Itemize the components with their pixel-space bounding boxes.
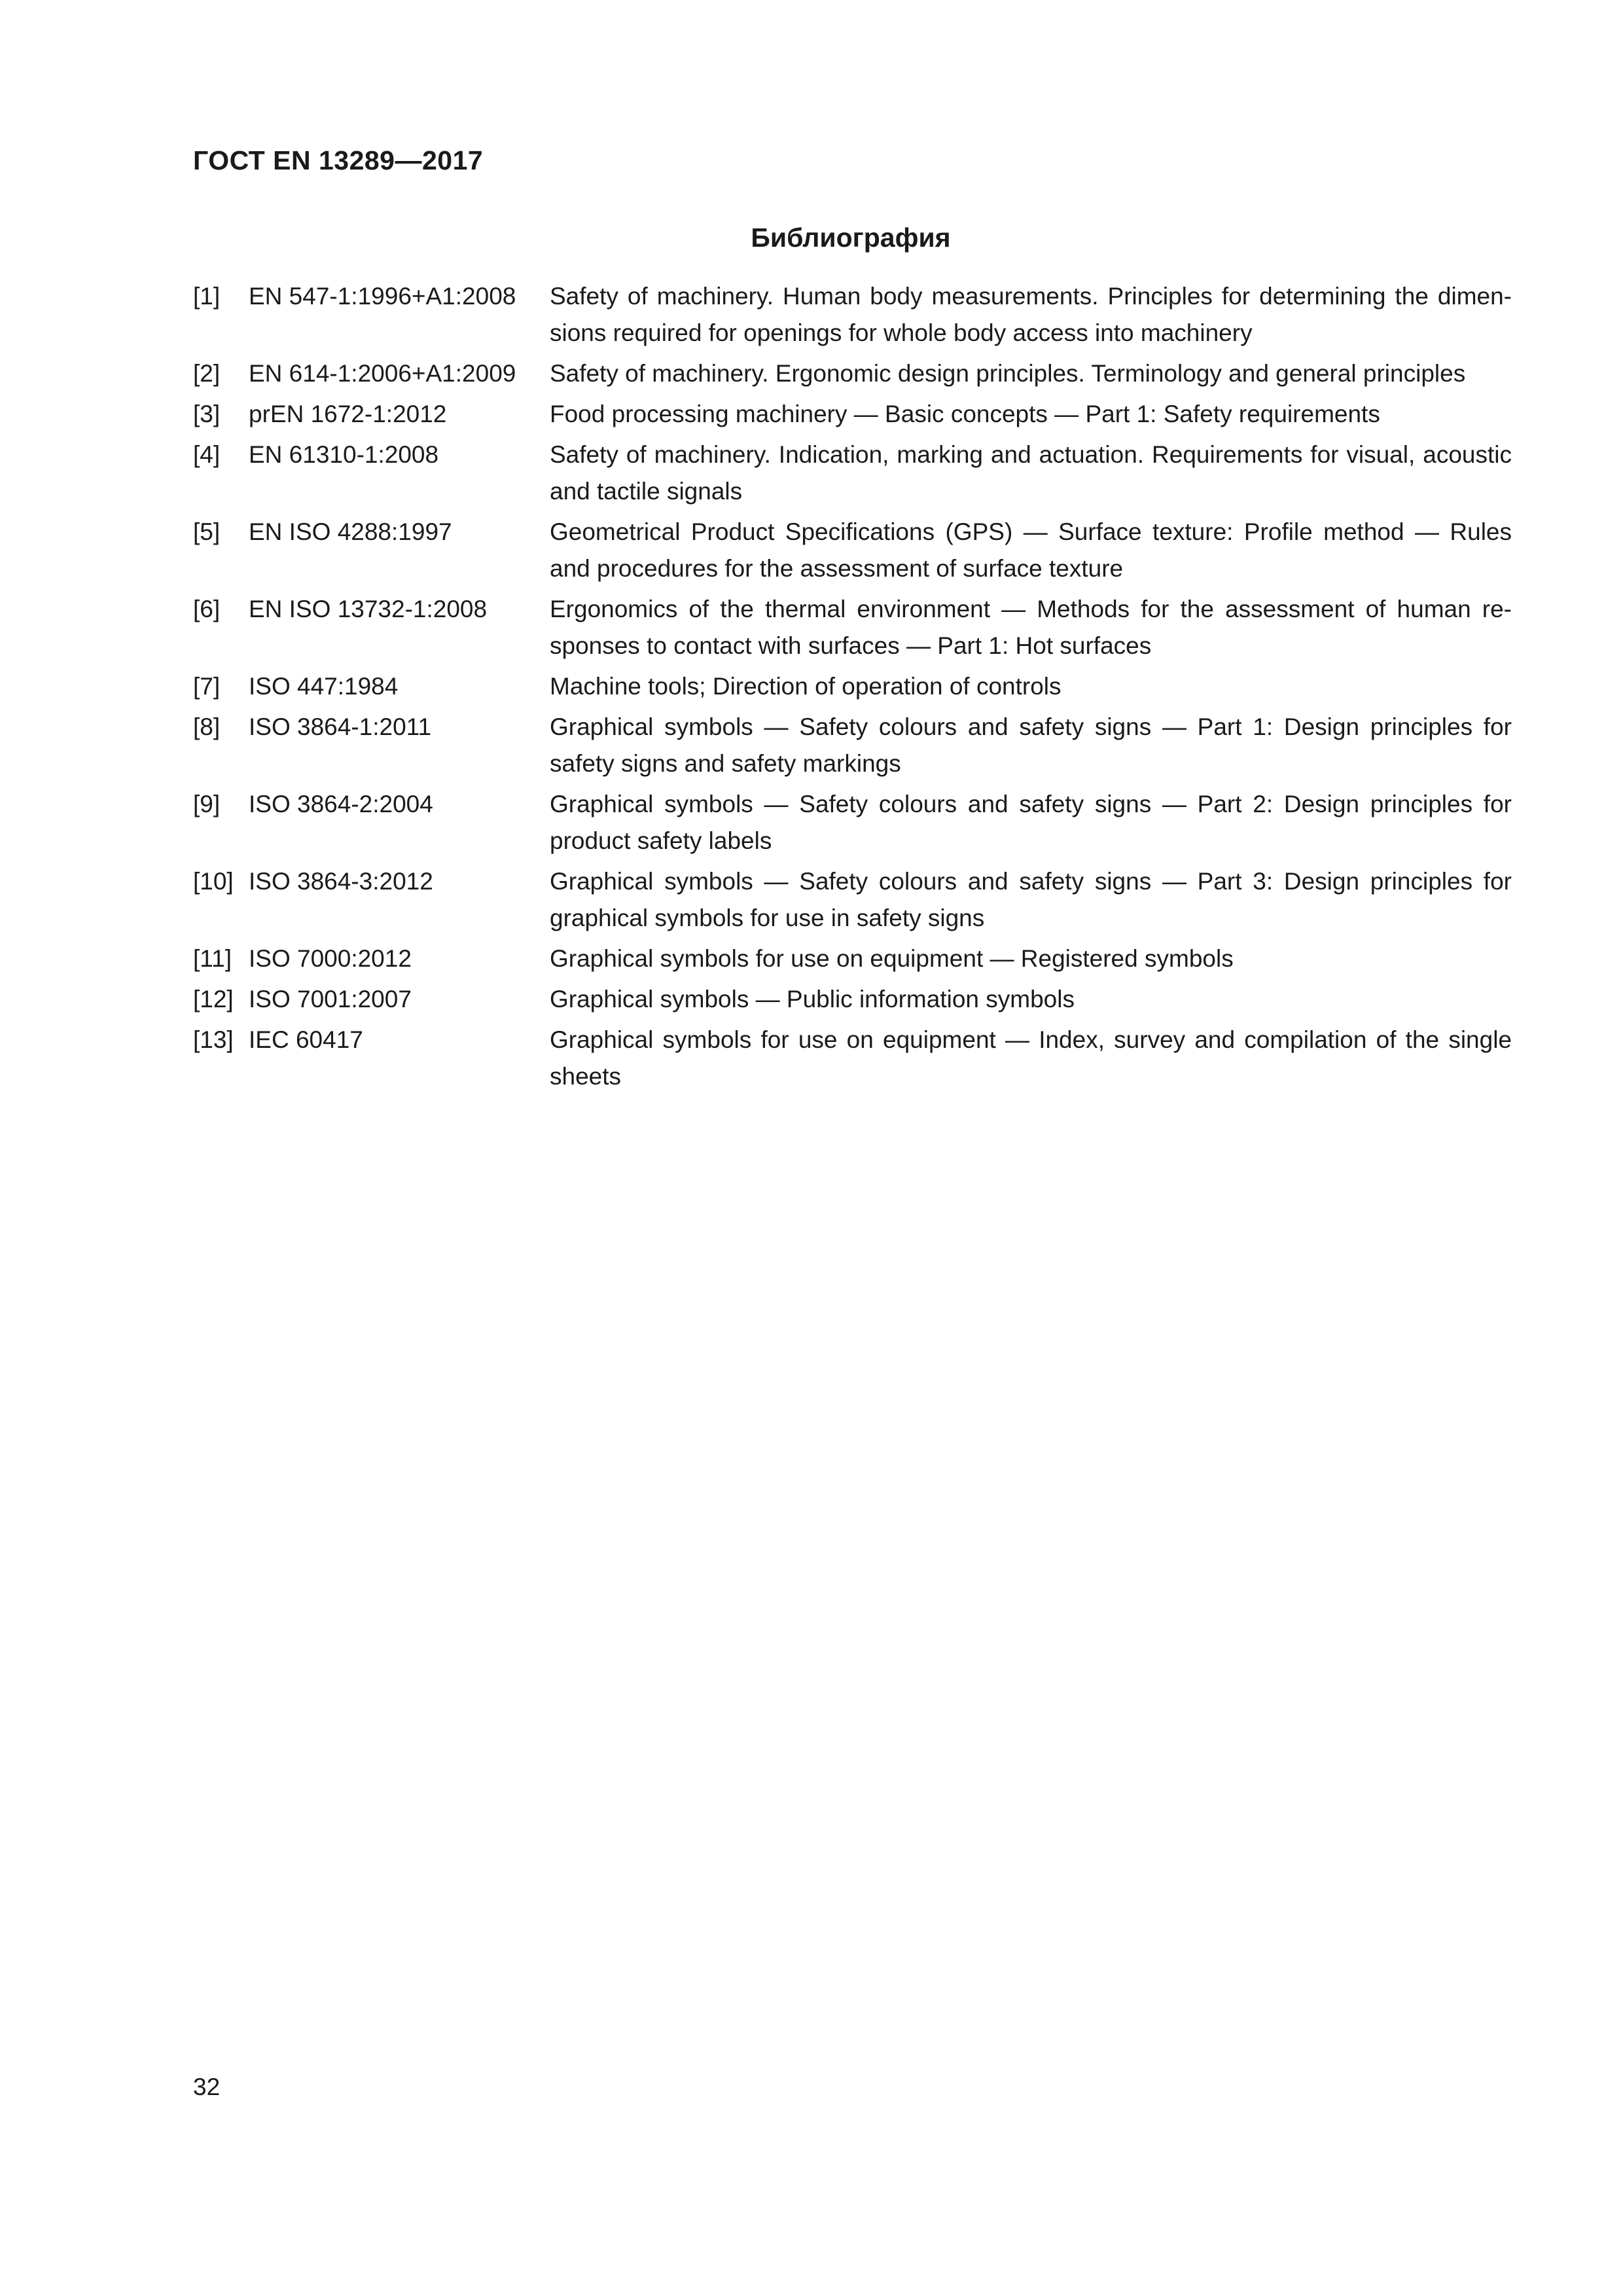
- entry-number: [13]: [193, 1026, 234, 1053]
- entry-number: [8]: [193, 713, 221, 740]
- document-header: ГОСТ EN 13289—2017: [193, 145, 484, 175]
- entry-number: [9]: [193, 791, 221, 817]
- entry-title: Safety of machinery. Human body measurements. Principles for determining the dimen-sions required for openings for whole body access into machinery: [550, 283, 1512, 346]
- entry-title: Graphical symbols — Safety colours and safety signs — Part 3: Design principles for graphical symbols for use in safety signs: [550, 868, 1512, 931]
- entry-standard-code: EN 61310-1:2008: [249, 441, 439, 468]
- entry-standard-code: ISO 447:1984: [249, 673, 399, 700]
- entry-title: Graphical symbols for use on equipment — Registered symbols: [550, 945, 1234, 972]
- bibliography-entry: [193, 981, 1512, 1018]
- entry-number: [3]: [193, 401, 221, 427]
- entry-number: [11]: [193, 945, 232, 972]
- bibliography-entry: [193, 941, 1512, 977]
- entry-number: [12]: [193, 986, 234, 1013]
- entry-number: [10]: [193, 868, 234, 895]
- entry-standard-code: ISO 3864-3:2012: [249, 868, 433, 895]
- entry-title: Machine tools; Direction of operation of controls: [550, 673, 1061, 700]
- bibliography-list: [193, 278, 1512, 1099]
- entry-title: Graphical symbols for use on equipment — Index, survey and compilation of the single sheets: [550, 1026, 1512, 1090]
- entry-standard-code: EN ISO 13732-1:2008: [249, 596, 488, 622]
- entry-number: [7]: [193, 673, 221, 700]
- entry-standard-code: ISO 7001:2007: [249, 986, 412, 1013]
- bibliography-entry: [193, 355, 1512, 392]
- entry-standard-code: ISO 7000:2012: [249, 945, 412, 972]
- entry-standard-code: EN 614-1:2006+A1:2009: [249, 360, 516, 387]
- entry-standard-code: ISO 3864-1:2011: [249, 713, 432, 740]
- entry-standard-code: ISO 3864-2:2004: [249, 791, 433, 817]
- entry-title: Safety of machinery. Ergonomic design principles. Terminology and general principles: [550, 360, 1466, 387]
- entry-number: [4]: [193, 441, 221, 468]
- entry-standard-code: EN ISO 4288:1997: [249, 518, 452, 545]
- entry-title: Safety of machinery. Indication, marking and actuation. Requirements for visual, acoustic and tactile signals: [550, 441, 1512, 505]
- entry-title: Food processing machinery — Basic concepts — Part 1: Safety requirements: [550, 401, 1380, 427]
- bibliography-entry: [193, 786, 1512, 859]
- bibliography-entry: [193, 278, 1512, 351]
- bibliography-entry: [193, 863, 1512, 937]
- bibliography-entry: [193, 668, 1512, 705]
- entry-standard-code: EN 547-1:1996+A1:2008: [249, 283, 516, 310]
- bibliography-entry: [193, 709, 1512, 782]
- bibliography-entry: [193, 437, 1512, 510]
- entry-number: [5]: [193, 518, 221, 545]
- entry-number: [2]: [193, 360, 221, 387]
- entry-number: [1]: [193, 283, 221, 310]
- entry-standard-code: IEC 60417: [249, 1026, 363, 1053]
- section-title: Библиография: [751, 223, 951, 253]
- entry-title: Ergonomics of the thermal environment — Methods for the assessment of human re-sponses to contact with surfaces — Part 1: Hot surfaces: [550, 596, 1512, 659]
- bibliography-entry: [193, 514, 1512, 587]
- entry-title: Geometrical Product Specifications (GPS) — Surface texture: Profile method — Rules and procedures for the assessment of surface texture: [550, 518, 1512, 582]
- entry-number: [6]: [193, 596, 221, 622]
- bibliography-entry: [193, 591, 1512, 664]
- entry-standard-code: prEN 1672-1:2012: [249, 401, 447, 427]
- page-number: 32: [193, 2073, 221, 2100]
- bibliography-entry: [193, 1022, 1512, 1095]
- entry-title: Graphical symbols — Safety colours and safety signs — Part 2: Design principles for product safety labels: [550, 791, 1512, 854]
- bibliography-entry: [193, 396, 1512, 433]
- entry-title: Graphical symbols — Public information symbols: [550, 986, 1075, 1013]
- entry-title: Graphical symbols — Safety colours and safety signs — Part 1: Design principles for safety signs and safety markings: [550, 713, 1512, 777]
